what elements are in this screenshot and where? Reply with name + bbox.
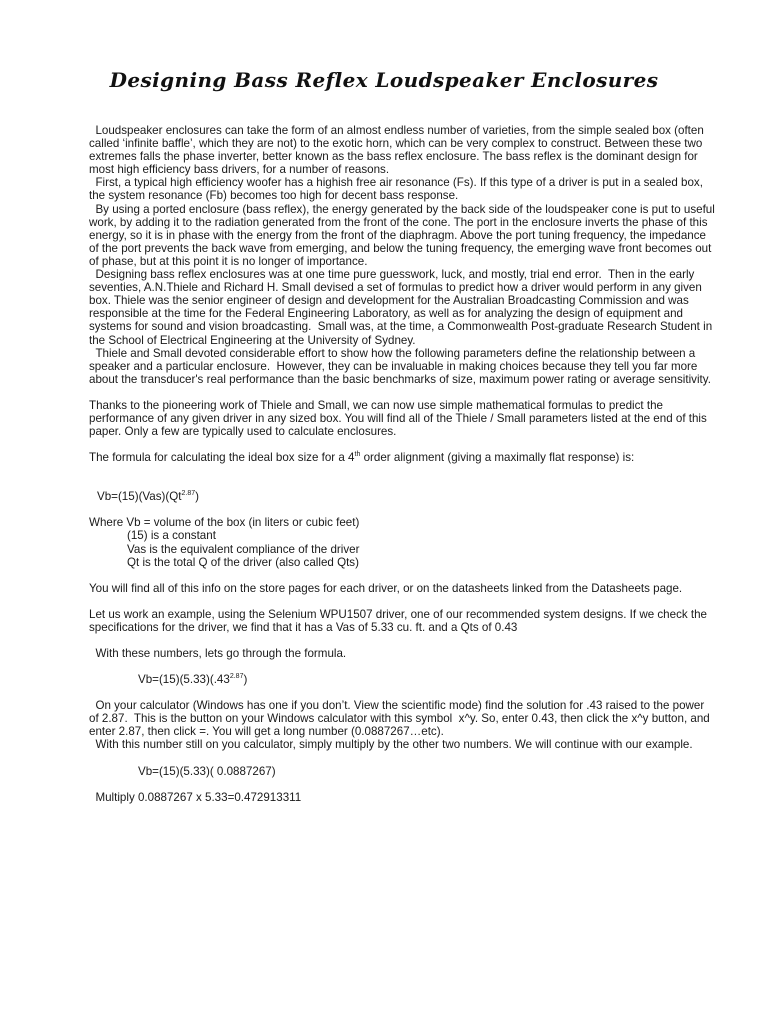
formula-vb-substituted: Vb=(15)(5.33)( 0.0887267) — [138, 764, 276, 778]
paragraph: You will find all of this info on the store pages for each driver, or on the datasheets linked from the Datasheets page. — [89, 581, 683, 595]
formula-vb-general: $Vb=(15)(Vas)(Qt^{2.87})$ — [97, 490, 200, 504]
where-line: Qt is the total Q of the driver (also called Qts) — [127, 555, 359, 569]
paragraph: On your calculator (Windows has one if you don’t. View the scientific mode) find the solution for .43 raised to the power of 2.87. This is the button on your Windows calculator with this symbol x^y. So, enter 0.43, then click the x^y button, and enter 2.87, then click =. You will get a long number (0.0887267…etc). — [89, 699, 713, 739]
where-line: (15) is a constant — [127, 529, 216, 543]
paragraph: With this number still on you calculator, simply multiply by the other two numbers. We will continue with our example. — [89, 738, 693, 752]
formula-intro: The formula for calculating the ideal box size for a 4th order alignment (giving a maximally flat response) is: — [89, 451, 635, 465]
formula-vb-example: $Vb=(15)(5.33)(.43^{2.87})$ — [138, 673, 248, 687]
paragraph: Thanks to the pioneering work of Thiele and Small, we can now use simple mathematical formulas to predict the performance of any given driver in any sized box. You will find all of the Thiele / Small parameters listed at the end of this paper. Only a few are typically used to calculate enclosures. — [89, 398, 707, 439]
paragraph: First, a typical high efficiency woofer has a highish free air resonance (Fs). If this type of a driver is put in a sealed box, the system resonance (Fb) becomes too high for decent bass response. — [89, 176, 707, 203]
paragraph: Designing bass reflex enclosures was at one time pure guesswork, luck, and mostly, trial end error. Then in the early seventies, A.N.Thiele and Richard H. Small devised a set of formulas to predict how a driver would perform in any given box. Thiele was the senior engineer of design and development for the Australian Broadcasting Commission and was responsible at the time for the Federal Engineering Laboratory, as well as for analyzing the design of equipment and systems for sound and vision broadcasting. Small was, at the time, a Commonwealth Post-graduate Research Student in the School of Electrical Engineering at the University of Sydney. — [89, 268, 716, 347]
paragraph: Thiele and Small devoted considerable effort to show how the following parameters define the relationship between a speaker and a particular enclosure. However, they can be invaluable in making choices because they tell you far more about the transducer's real performance than the basic benchmarks of size, maximum power rating or average sensitivity. — [89, 346, 711, 386]
page-title: Designing Bass Reflex Loudspeaker Enclosures — [109, 68, 659, 92]
paragraph: By using a ported enclosure (bass reflex), the energy generated by the back side of the loudspeaker cone is put to useful work, by adding it to the radiation generated from the front of the cone. The port in the enclosure inverts the phase of this energy, so it is in phase with the energy from the front of the diaphragm. Above the port tuning frequency, the impedance of the port prevents the back wave from emerging, and below the tuning frequency, the emerging wave front becomes out of phase, but at this point it is no longer of importance. — [89, 202, 719, 268]
paragraph: With these numbers, lets go through the formula. — [89, 647, 347, 660]
where-line: Where Vb = volume of the box (in liters or cubic feet) — [89, 516, 360, 530]
where-line: Vas is the equivalent compliance of the driver — [127, 542, 360, 556]
paragraph: Let us work an example, using the Selenium WPU1507 driver, one of our recommended system designs. If we check the specifications for the driver, we find that it has a Vas of 5.33 cu. ft. and a Qts of 0.43 — [89, 607, 708, 634]
paragraph: Loudspeaker enclosures can take the form of an almost endless number of varieties, from the simple sealed box (often called ‘infinite baffle’, which they are not) to the exotic horn, which can be very complex to construct. Between these two extremes falls the phase inverter, better known as the bass reflex enclosure. The bass reflex is the dominant design for most high efficiency bass drivers, for a number of reasons. — [89, 124, 708, 177]
document-body — [89, 124, 717, 804]
paragraph: Multiply 0.0887267 x 5.33=0.472913311 — [89, 790, 302, 804]
